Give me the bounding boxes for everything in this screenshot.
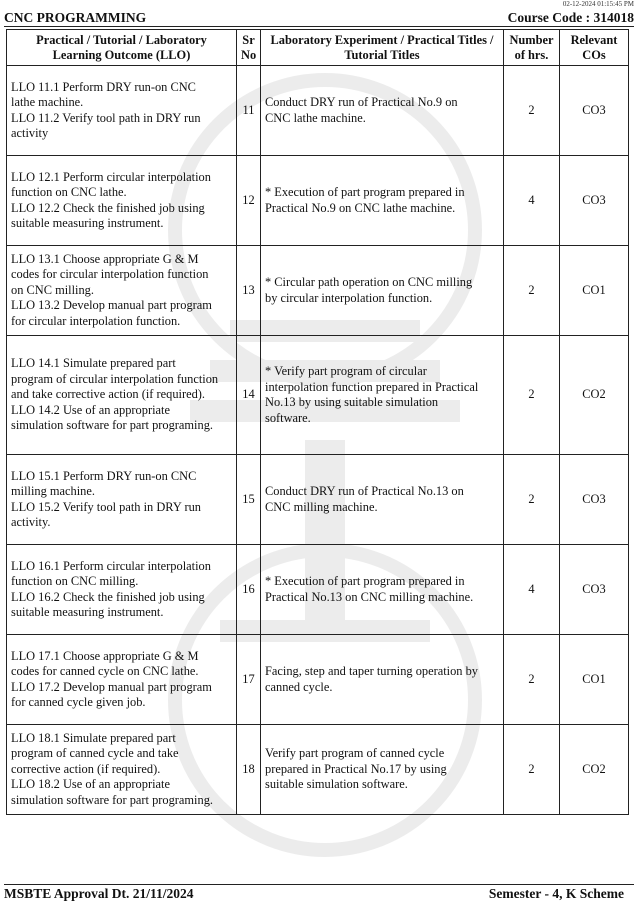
cell-text-line: LLO 17.2 Develop manual part program [11,679,212,694]
column-header-cos: Relevant COs [560,30,629,66]
cell-text-line: LLO 13.2 Develop manual part program [11,298,212,313]
llo-cell [7,66,237,156]
sr-no-cell: 14 [237,336,261,455]
cell-text-line: on CNC milling. [11,282,94,297]
cell-text-line: Conduct DRY run of Practical No.13 on [265,484,464,498]
hours-cell: 2 [504,336,560,455]
cell-text-line: codes for circular interpolation function [11,267,209,282]
cell-text-line: lathe machine. [11,95,84,109]
hours-cell: 2 [504,66,560,156]
cell-text-line: * Execution of part program prepared in [265,185,465,199]
cell-text-line: software. [265,410,311,425]
cell-text-line: by circular interpolation function. [265,290,433,305]
cell-text-line: simulation software for part programing. [11,792,213,807]
llo-cell [7,156,237,246]
llo-cell [7,635,237,725]
column-header-hours: Number of hrs. [504,30,560,66]
cell-text-line: prepared in Practical No.17 by using [265,761,447,776]
cos-cell: CO3 [560,455,629,545]
cell-text-line: * Circular path operation on CNC milling [265,275,473,289]
cell-text-line: LLO 17.1 Choose appropriate G & M [11,648,199,663]
cell-text-line: suitable measuring instrument. [11,216,164,230]
practical-title-cell [261,66,504,156]
semester-scheme: Semester - 4, K Scheme [488,886,624,901]
llo-cell [7,336,237,455]
sr-no-cell: 18 [237,725,261,815]
sr-no-cell: 13 [237,246,261,336]
llo-cell [7,725,237,815]
table-row [7,66,629,156]
table-row [7,455,629,545]
cell-text-line: Facing, step and taper turning operation by [265,664,478,678]
cell-text-line: LLO 16.1 Perform circular interpolation [11,558,211,573]
cell-text-line: No.13 by using suitable simulation [265,395,439,409]
hours-cell: 4 [504,545,560,635]
cell-text-line: activity. [11,515,51,529]
practical-title-cell [261,246,504,336]
llo-table [6,29,629,815]
table-row [7,246,629,336]
llo-cell [7,455,237,545]
cos-cell: CO3 [560,545,629,635]
practical-title-cell [261,455,504,545]
cos-cell: CO1 [560,635,629,725]
hours-cell: 4 [504,156,560,246]
footer-divider [4,884,634,885]
table-row [7,545,629,635]
hours-cell: 2 [504,635,560,725]
sr-no-cell: 15 [237,455,261,545]
column-header-titles: Laboratory Experiment / Practical Titles / Tutorial Titles [261,30,504,66]
practical-title-cell [261,635,504,725]
cell-text-line: LLO 14.1 Simulate prepared part [11,356,176,371]
table-row [7,725,629,815]
cell-text-line: CNC milling machine. [265,499,378,514]
sr-no-cell: 11 [237,66,261,156]
cell-text-line: * Execution of part program prepared in [265,574,465,588]
sr-no-cell: 17 [237,635,261,725]
cell-text-line: function on CNC lathe. [11,185,127,199]
cell-text-line: Conduct DRY run of Practical No.9 on [265,95,458,109]
practical-title-cell [261,545,504,635]
cos-cell: CO3 [560,156,629,246]
cos-cell: CO2 [560,336,629,455]
cell-text-line: suitable simulation software. [265,777,408,792]
cell-text-line: CNC lathe machine. [265,110,366,125]
cell-text-line: LLO 12.2 Check the finished job using [11,200,205,215]
cell-text-line: function on CNC milling. [11,574,139,588]
cell-text-line: Practical No.9 on CNC lathe machine. [265,200,456,215]
cell-text-line: LLO 12.1 Perform circular interpolation [11,169,211,184]
hours-cell: 2 [504,455,560,545]
cos-cell: CO1 [560,246,629,336]
approval-date: MSBTE Approval Dt. 21/11/2024 [4,886,194,901]
practical-title-cell [261,725,504,815]
cell-text-line: for circular interpolation function. [11,313,181,328]
table-row [7,336,629,455]
cell-text-line: LLO 13.1 Choose appropriate G & M [11,251,199,266]
cell-text-line: interpolation function prepared in Practical [265,379,479,394]
cell-text-line: Practical No.13 on CNC milling machine. [265,589,474,604]
cell-text-line: LLO 14.2 Use of an appropriate [11,402,170,417]
cell-text-line: LLO 18.1 Simulate prepared part [11,730,176,745]
hours-cell: 2 [504,725,560,815]
page-footer [4,886,624,902]
cell-text-line: milling machine. [11,484,95,498]
cell-text-line: Verify part program of canned cycle [265,746,445,761]
header-divider [4,26,634,27]
table-body [7,66,629,815]
practical-title-cell [261,336,504,455]
cos-cell: CO3 [560,66,629,156]
cell-text-line: simulation software for part programing. [11,418,213,433]
cell-text-line: for canned cycle given job. [11,695,146,709]
column-header-sr-no: Sr No [237,30,261,66]
table-row [7,635,629,725]
cell-text-line: LLO 15.2 Verify tool path in DRY run [11,499,201,514]
table-row [7,156,629,246]
cell-text-line: codes for canned cycle on CNC lathe. [11,664,199,678]
cos-cell: CO2 [560,725,629,815]
sr-no-cell: 12 [237,156,261,246]
sr-no-cell: 16 [237,545,261,635]
llo-cell [7,246,237,336]
table-header-row [7,30,629,66]
course-code: Course Code : 314018 [507,10,634,25]
cell-text-line: program of canned cycle and take [11,746,179,761]
cell-text-line: LLO 11.2 Verify tool path in DRY run [11,110,201,125]
cell-text-line: * Verify part program of circular [265,364,427,378]
cell-text-line: canned cycle. [265,679,333,694]
hours-cell: 2 [504,246,560,336]
cell-text-line: LLO 15.1 Perform DRY run-on CNC [11,468,197,483]
cell-text-line: corrective action (if required). [11,761,161,776]
cell-text-line: and take corrective action (if required). [11,387,206,402]
cell-text-line: program of circular interpolation function [11,371,219,386]
llo-cell [7,545,237,635]
page-header [4,10,634,26]
cell-text-line: LLO 16.2 Check the finished job using [11,589,205,604]
print-timestamp: 02-12-2024 01:15:45 PM [562,0,634,8]
cell-text-line: suitable measuring instrument. [11,605,164,619]
cell-text-line: LLO 11.1 Perform DRY run-on CNC [11,79,196,94]
course-title: CNC PROGRAMMING [4,10,147,25]
cell-text-line: activity [11,126,49,140]
cell-text-line: LLO 18.2 Use of an appropriate [11,777,170,792]
column-header-llo: Practical / Tutorial / Laboratory Learning Outcome (LLO) [7,30,237,66]
practical-title-cell [261,156,504,246]
